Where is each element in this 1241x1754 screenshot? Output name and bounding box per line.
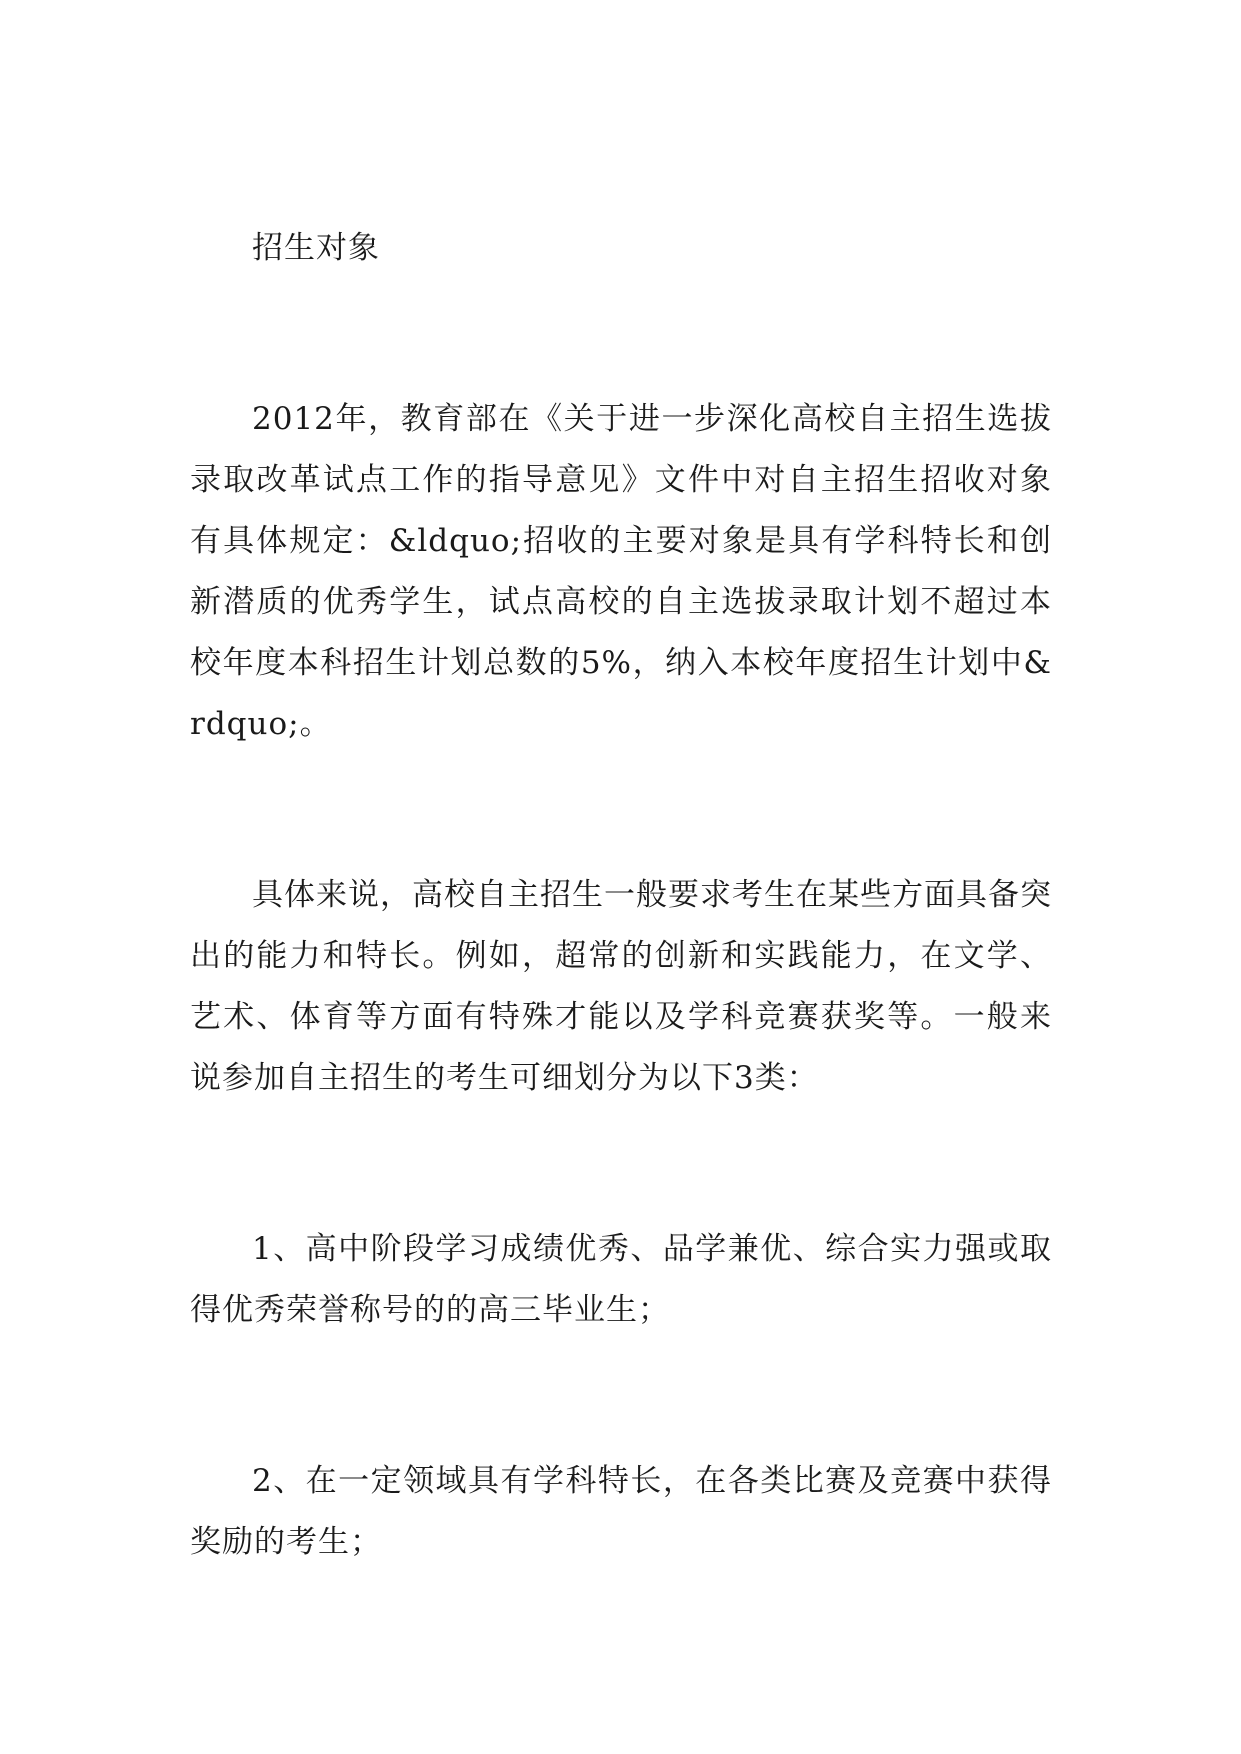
section-heading: 招生对象 xyxy=(252,230,380,266)
list-item-category-1: 1、高中阶段学习成绩优秀、品学兼优、综合实力强或取得优秀荣誉称号的的高三毕业生； xyxy=(190,1231,1052,1328)
list-item-category-2: 2、在一定领域具有学科特长，在各类比赛及竞赛中获得奖励的考生； xyxy=(190,1463,1052,1560)
paragraph-enrollment-policy: 2012年，教育部在《关于进一步深化高校自主招生选拔录取改革试点工作的指导意见》文件中对自主招生招收对象有具体规定：&ldquo;招收的主要对象是具有学科特长和创新潜质的优秀学生，试点高校的自主选拔录取计划不超过本校年度本科招生计划总数的5%，纳入本校年度招生计划中&rdquo;。 xyxy=(190,401,1052,742)
paragraph-requirements: 具体来说，高校自主招生一般要求考生在某些方面具备突出的能力和特长。例如，超常的创新和实践能力，在文学、艺术、体育等方面有特殊才能以及学科竞赛获奖等。一般来说参加自主招生的考生可细划分为以下3类： xyxy=(190,877,1052,1096)
document-body xyxy=(190,218,1052,1573)
